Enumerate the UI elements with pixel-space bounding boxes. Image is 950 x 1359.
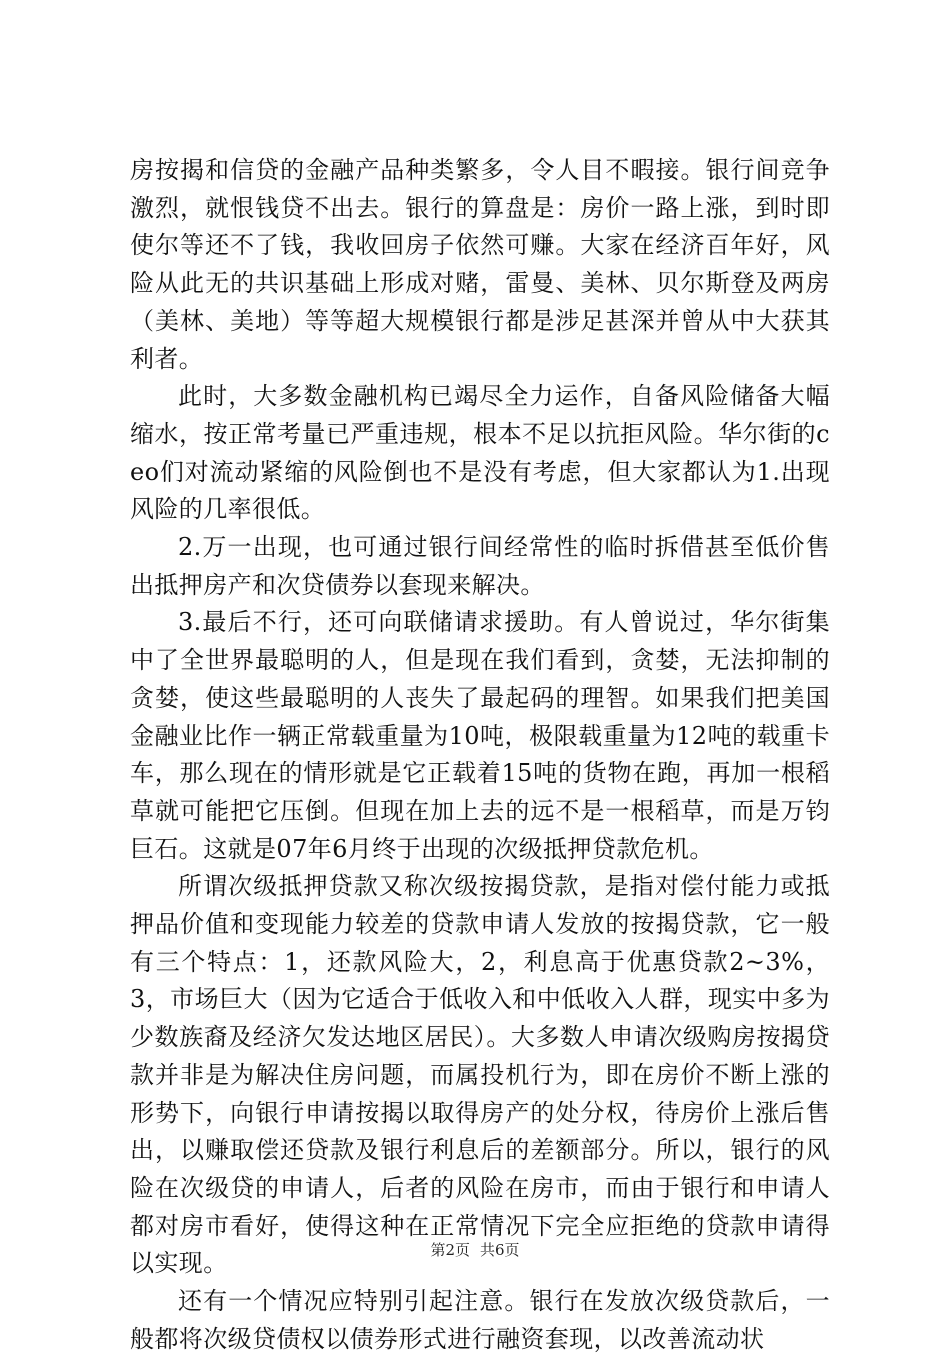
paragraph-continuation: 房按揭和信贷的金融产品种类繁多，令人目不暇接。银行间竞争激烈，就恨钱贷不出去。银行的算盘是：房价一路上涨，到时即使尔等还不了钱，我收回房子依然可赚。大家在经济百年好，风险从此无的共识基础上形成对赌，雷曼、美林、贝尔斯登及两房（美林、美地）等等超大规模银行都是涉足甚深并曾从中大获其利者。 xyxy=(130,156,830,373)
page-total: 共6页 xyxy=(480,1241,520,1259)
paragraph: 此时，大多数金融机构已竭尽全力运作，自备风险储备大幅缩水，按正常考量已严重违规，根本不足以抗拒风险。华尔街的ceo们对流动紧缩的风险倒也不是没有考虑，但大家都认为1.出现风险的几率很低。 xyxy=(130,382,830,524)
paragraph: 还有一个情况应特别引起注意。银行在发放次级贷款后，一般都将次级贷债权以债券形式进行融资套现，以改善流动状 xyxy=(130,1287,830,1353)
paragraph: 2.万一出现，也可通过银行间经常性的临时拆借甚至低价售出抵押房产和次贷债券以套现来解决。 xyxy=(130,533,830,599)
paragraph: 3.最后不行，还可向联储请求援助。有人曾说过，华尔街集中了全世界最聪明的人，但是现在我们看到，贪婪，无法抑制的贪婪，使这些最聪明的人丧失了最起码的理智。如果我们把美国金融业比作一辆正常载重量为10吨，极限载重量为12吨的载重卡车，那么现在的情形就是它正载着15吨的货物在跑，再加一根稻草就可能把它压倒。但现在加上去的远不是一根稻草，而是万钧巨石。这就是07年6月终于出现的次级抵押贷款危机。 xyxy=(130,608,830,863)
paragraph: 所谓次级抵押贷款又称次级按揭贷款，是指对偿付能力或抵押品价值和变现能力较差的贷款申请人发放的按揭贷款，它一般有三个特点：1，还款风险大，2，利息高于优惠贷款2~3%，3，市场巨大（因为它适合于低收入和中低收入人群，现实中多为少数族裔及经济欠发达地区居民）。大多数人申请次级购房按揭贷款并非是为解决住房问题，而属投机行为，即在房价不断上涨的形势下，向银行申请按揭以取得房产的处分权，待房价上涨后售出，以赚取偿还贷款及银行利息后的差额部分。所以，银行的风险在次级贷的申请人，后者的风险在房市，而由于银行和申请人都对房市看好，使得这种在正常情况下完全应拒绝的贷款申请得以实现。 xyxy=(130,872,830,1278)
document-body xyxy=(130,152,830,1359)
page-number: 第2页 xyxy=(430,1241,470,1259)
page-footer xyxy=(0,1240,950,1260)
